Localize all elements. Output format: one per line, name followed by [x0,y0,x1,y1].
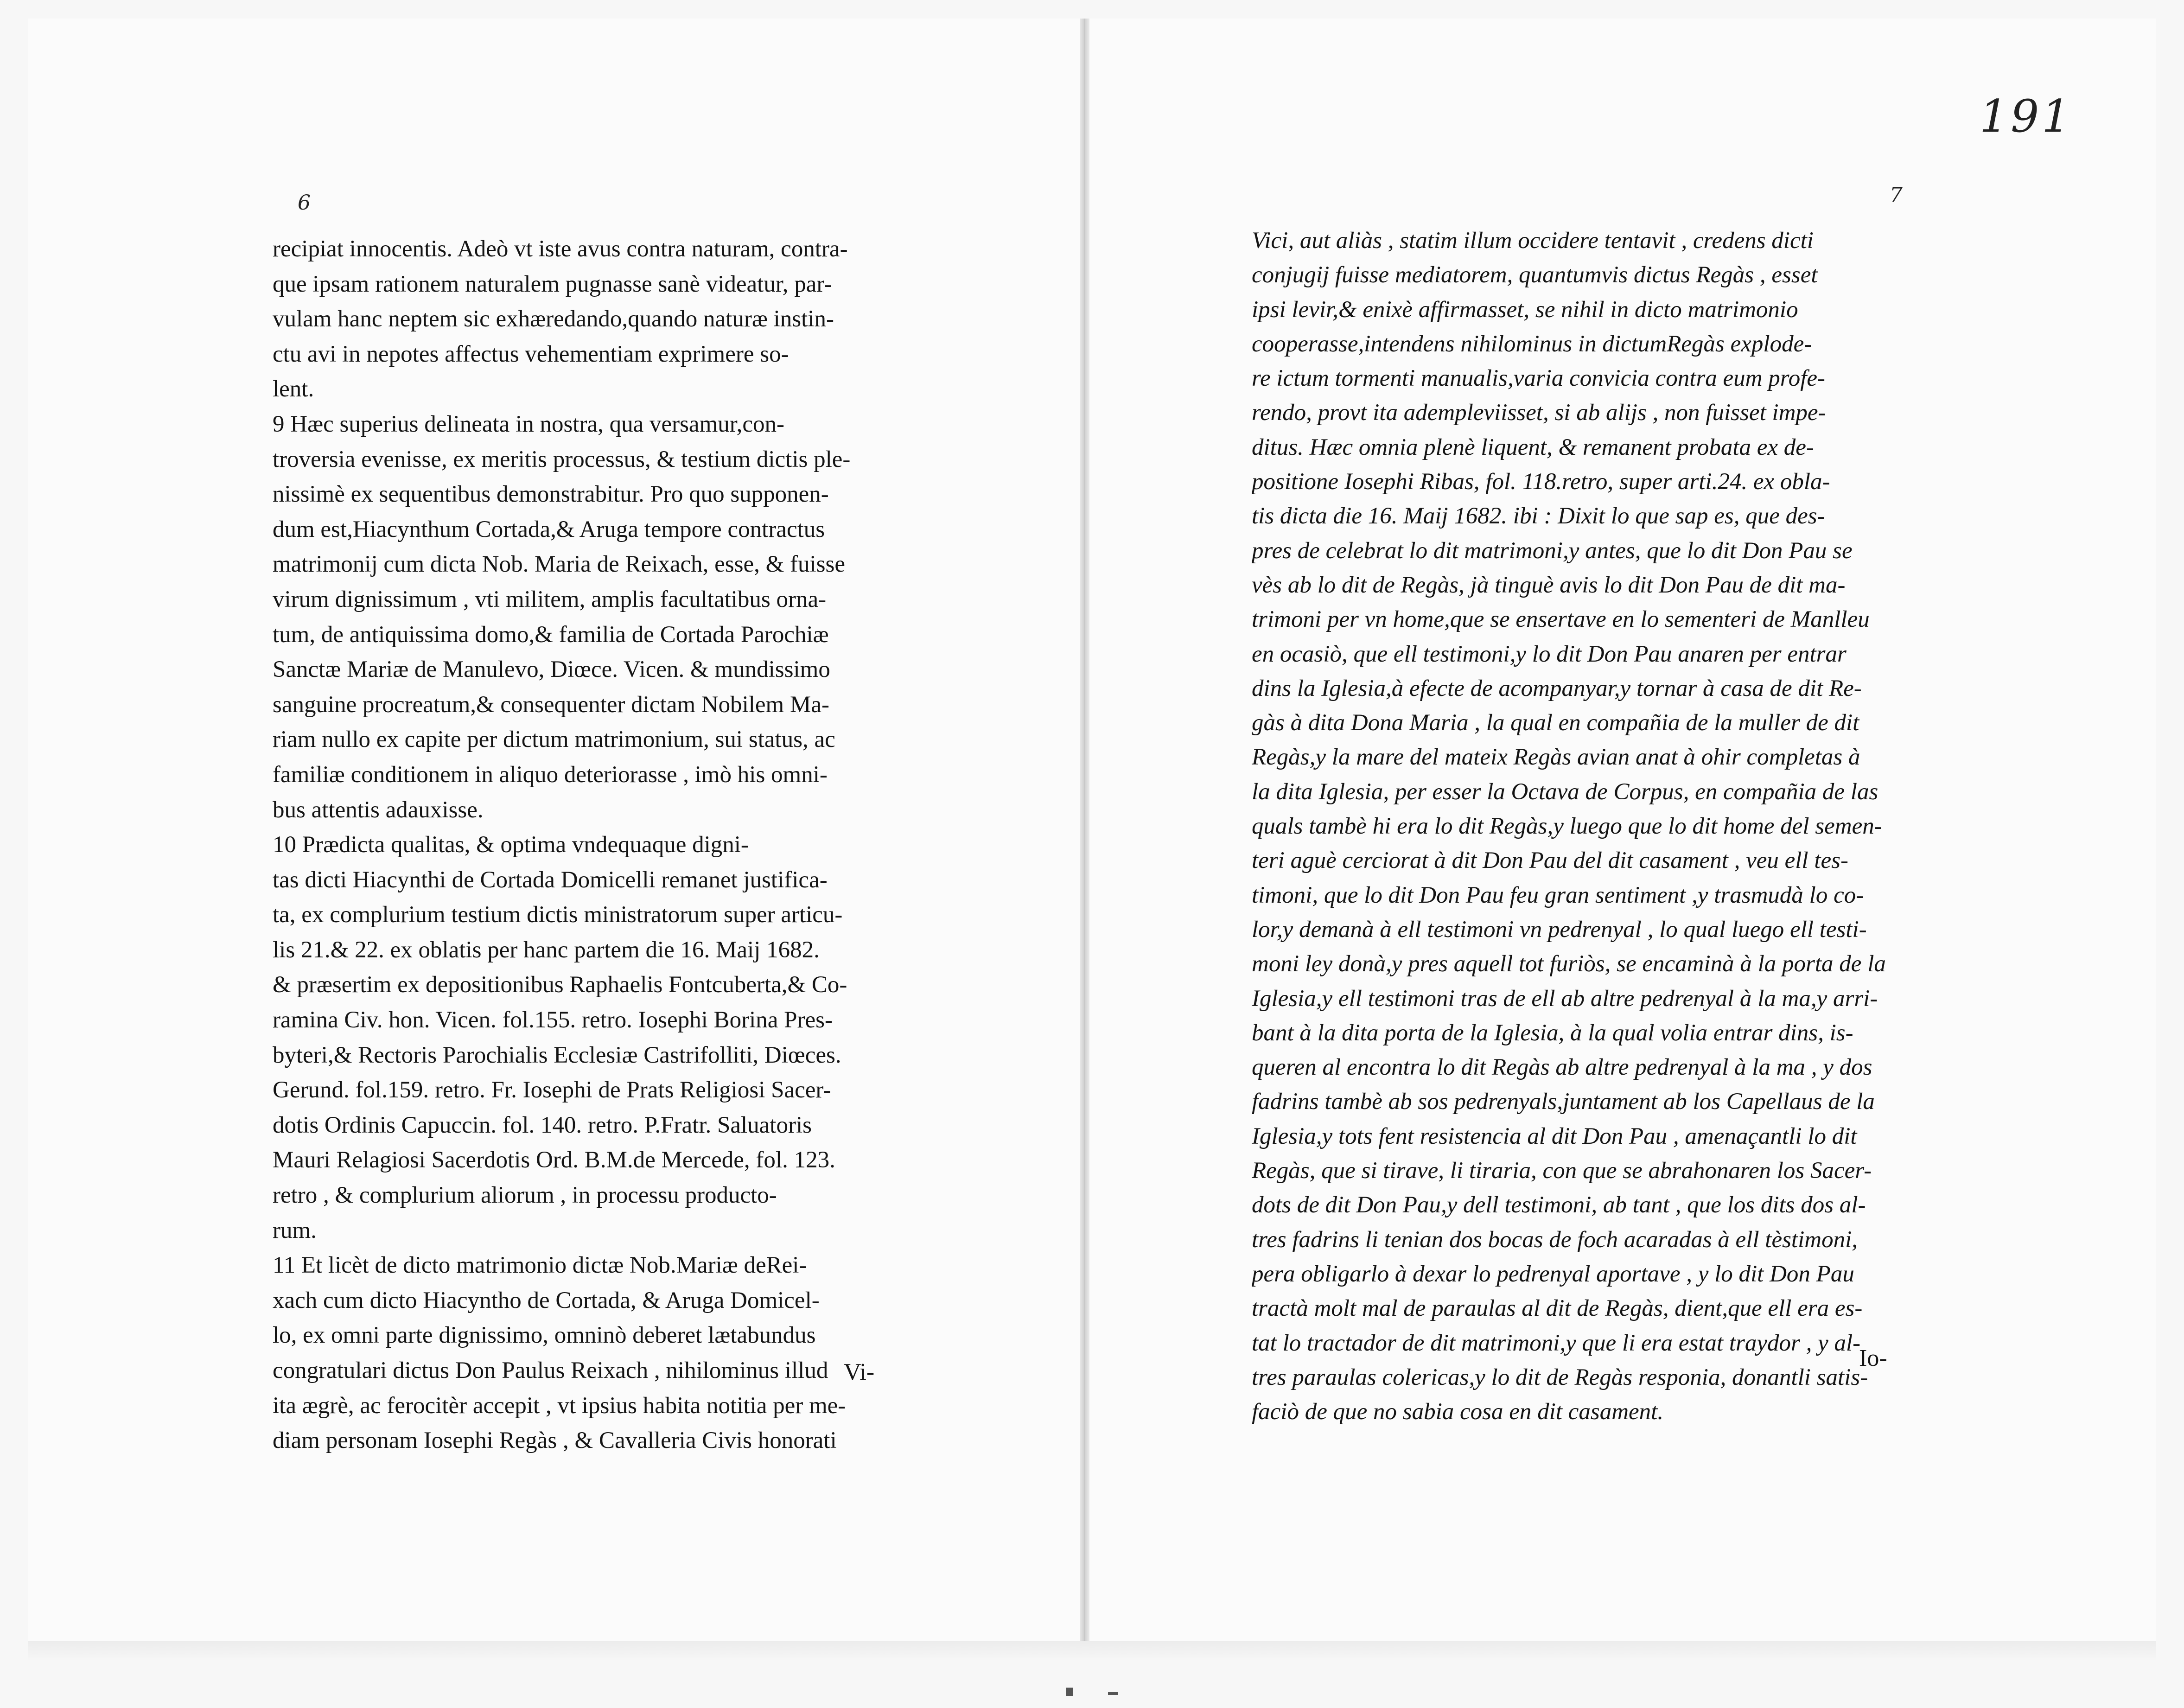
left-catchword: Vi- [844,1359,875,1385]
text-line: rendo, provt ita adempleviisset, si ab alijs , non fuisset impe- [1252,400,1826,426]
text-line: rum. [273,1217,317,1243]
text-line: ta, ex complurium testium dictis ministratorum super articu- [273,902,843,928]
text-line: tum, de antiquissima domo,& familia de Cortada Parochiæ [273,621,829,648]
text-line: sanguine procreatum,& consequenter dictam Nobilem Ma- [273,691,829,718]
text-line: tat lo tractador de dit matrimoni,y que li era estat traydor , y al- [1252,1330,1861,1356]
text-line: conjugij fuisse mediatorem, quantumvis dictus Regàs , esset [1252,262,1818,288]
text-line: moni ley donà,y pres aquell tot furiòs, se encaminà à la porta de la [1252,951,1886,977]
text-line: re ictum tormenti manualis,varia convicia contra eum profe- [1252,365,1825,392]
text-line: & præsertim ex depositionibus Raphaelis Fontcuberta,& Co- [273,972,847,998]
text-line: queren al encontra lo dit Regàs ab altre pedrenyal à la ma , y dos [1252,1054,1872,1081]
text-line: bant à la dita porta de la Iglesia, à la qual volia entrar dins, is- [1252,1020,1853,1046]
left-page-text [273,232,940,1459]
text-line: gàs à dita Dona Maria , la qual en compañia de la muller de dit [1252,710,1859,736]
text-line: ramina Civ. hon. Vicen. fol.155. retro. Iosephi Borina Pres- [273,1007,833,1033]
text-line: retro , & complurium aliorum , in processu producto- [273,1182,777,1209]
text-line: teri aguè cerciorat à dit Don Pau del dit casament , veu ell tes- [1252,848,1848,874]
text-line: lo, ex omni parte dignissimo, omninò deberet lætabundus [273,1322,816,1349]
book-gutter [1080,19,1089,1660]
text-line: Vici, aut aliàs , statim illum occidere tentavit , credens dicti [1252,228,1814,254]
text-line: tis dicta die 16. Maij 1682. ibi : Dixit lo que sap es, que des- [1252,503,1825,529]
text-line: pera obligarlo à dexar lo pedrenyal aportave , y lo dit Don Pau [1252,1261,1854,1287]
text-line: pres de celebrat lo dit matrimoni,y antes, que lo dit Don Pau se [1252,537,1853,564]
text-line: lis 21.& 22. ex oblatis per hanc partem die 16. Maij 1682. [273,937,820,963]
text-line: 9 Hæc superius delineata in nostra, qua versamur,con- [273,411,785,437]
text-line: fadrins tambè ab sos pedrenyals,juntament ab los Capellaus de la [1252,1089,1875,1115]
right-page-number: 7 [1890,183,1903,207]
text-line: en ocasiò, que ell testimoni,y lo dit Don Pau anaren per entrar [1252,641,1847,667]
folio-number: 191 [1980,90,2073,142]
text-line: Regàs,y la mare del mateix Regàs avian anat à ohir completas à [1252,744,1860,771]
text-line: trimoni per vn home,que se ensertave en lo sementeri de Manlleu [1252,606,1870,633]
text-line: congratulari dictus Don Paulus Reixach , nihilominus illud [273,1357,828,1383]
text-line: lent. [273,376,314,402]
text-line: positione Iosephi Ribas, fol. 118.retro, super arti.24. ex obla- [1252,469,1830,495]
text-line: Iglesia,y ell testimoni tras de ell ab altre pedrenyal à la ma,y arri- [1252,985,1878,1012]
page-bottom-edge [28,1641,2156,1660]
text-line: 11 Et licèt de dicto matrimonio dictæ Nob.Mariæ deRei- [273,1252,807,1279]
text-line: tres fadrins li tenian dos bocas de foch acaradas à ell tèstimoni, [1252,1226,1858,1253]
text-line: faciò de que no sabia cosa en dit casament. [1252,1399,1664,1425]
text-line: dots de dit Don Pau,y dell testimoni, ab tant , que los dits dos al- [1252,1192,1866,1218]
text-line: Sanctæ Mariæ de Manulevo, Diœce. Vicen. & mundissimo [273,656,830,683]
text-line: ita ægrè, ac ferocitèr accepit , vt ipsius habita notitia per me- [273,1392,846,1419]
text-line: familiæ conditionem in aliquo deteriorasse , imò his omni- [273,761,828,788]
binding-mark [1066,1688,1073,1696]
text-line: Mauri Relagiosi Sacerdotis Ord. B.M.de Mercede, fol. 123. [273,1147,835,1173]
text-line: que ipsam rationem naturalem pugnasse sanè videatur, par- [273,271,832,297]
text-line: nissimè ex sequentibus demonstrabitur. Pro quo supponen- [273,481,829,508]
text-line: ctu avi in nepotes affectus vehementiam exprimere so- [273,341,789,367]
text-line: dotis Ordinis Capuccin. fol. 140. retro. P.Fratr. Saluatoris [273,1112,812,1138]
right-catchword: Io- [1859,1345,1887,1371]
binding-mark [1108,1692,1118,1695]
text-line: recipiat innocentis. Adeò vt iste avus contra naturam, contra- [273,236,848,262]
text-line: ditus. Hæc omnia plenè liquent, & remanent probata ex de- [1252,434,1814,460]
text-line: bus attentis adauxisse. [273,797,484,823]
text-line: la dita Iglesia, per esser la Octava de Corpus, en compañia de las [1252,778,1878,805]
text-line: tas dicti Hiacynthi de Cortada Domicelli remanet justifica- [273,867,828,893]
text-line: vulam hanc neptem sic exhæredando,quando naturæ instin- [273,306,834,332]
text-line: Iglesia,y tots fent resistencia al dit Don Pau , amenaçantli lo dit [1252,1123,1857,1149]
text-line: troversia evenisse, ex meritis processus, & testium dictis ple- [273,446,851,472]
text-line: matrimonij cum dicta Nob. Maria de Reixach, esse, & fuisse [273,551,846,578]
text-line: 10 Prædicta qualitas, & optima vndequaque digni- [273,832,749,858]
text-line: virum dignissimum , vti militem, amplis facultatibus orna- [273,586,827,612]
left-page-number: 6 [298,191,311,215]
text-line: dum est,Hiacynthum Cortada,& Aruga tempore contractus [273,516,825,542]
text-line: xach cum dicto Hiacyntho de Cortada, & Aruga Domicel- [273,1287,820,1313]
text-line: cooperasse,intendens nihilominus in dictumRegàs explode- [1252,331,1812,357]
text-line: byteri,& Rectoris Parochialis Ecclesiæ Castrifolliti, Diœces. [273,1042,841,1068]
text-line: ipsi levir,& enixè affirmasset, se nihil in dicto matrimonio [1252,296,1798,323]
text-line: riam nullo ex capite per dictum matrimonium, sui status, ac [273,727,835,753]
text-line: timoni, que lo dit Don Pau feu gran sentiment ,y trasmudà lo co- [1252,882,1864,908]
right-page-text [1252,223,1919,1429]
text-line: quals tambè hi era lo dit Regàs,y luego que lo dit home del semen- [1252,813,1882,840]
text-line: tres paraulas colericas,y lo dit de Regàs responia, donantli satis- [1252,1364,1868,1390]
text-line: vès ab lo dit de Regàs, jà tinguè avis lo dit Don Pau de dit ma- [1252,572,1846,598]
text-line: Gerund. fol.159. retro. Fr. Iosephi de Prats Religiosi Sacer- [273,1077,831,1103]
text-line: dins la Iglesia,à efecte de acompanyar,y tornar à casa de dit Re- [1252,675,1862,701]
text-line: Regàs, que si tirave, li tiraria, con que se abrahonaren los Sacer- [1252,1158,1872,1184]
text-line: lor,y demanà à ell testimoni vn pedrenyal , lo qual luego ell testi- [1252,916,1867,943]
text-line: diam personam Iosephi Regàs , & Cavalleria Civis honorati [273,1428,837,1454]
text-line: tractà molt mal de paraulas al dit de Regàs, dient,que ell era es- [1252,1295,1863,1322]
